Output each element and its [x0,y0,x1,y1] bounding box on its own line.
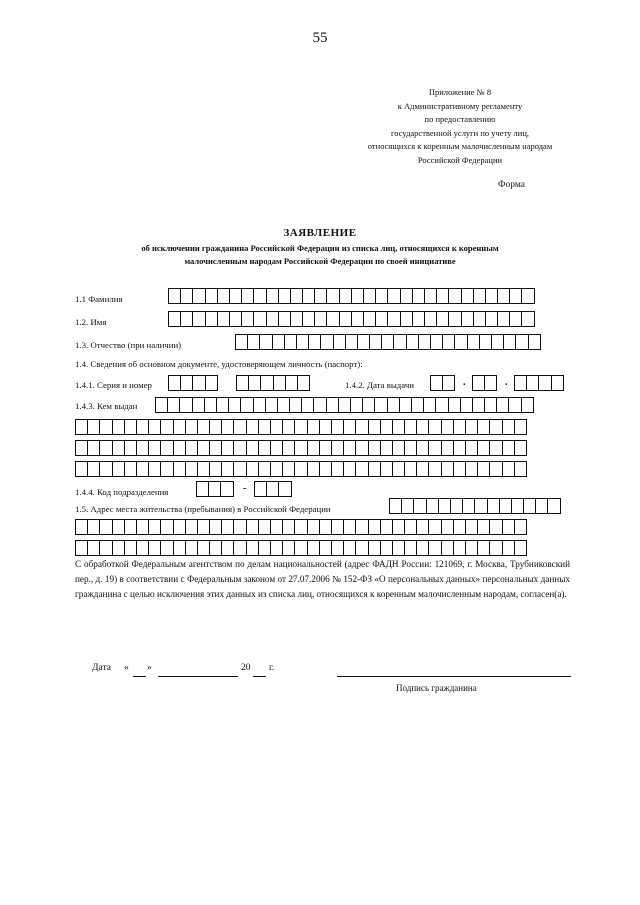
document-header-label: 1.4. Сведения об основном документе, удостоверяющем личность (паспорт): [75,359,363,369]
year-line[interactable] [253,676,266,677]
char-cell[interactable] [205,375,218,391]
issue-year-cells[interactable] [514,375,564,391]
char-cell[interactable] [484,375,497,391]
annex-line: Российской Федерации [417,154,503,165]
char-cell[interactable] [547,498,560,514]
patronymic-cells[interactable] [235,334,541,350]
form-label: Форма [498,180,526,190]
annex-line: Приложение № 8 [428,87,492,97]
page-number: 55 [312,30,328,46]
year-prefix: 20 [241,663,251,673]
address-label: 1.5. Адрес места жительства (пребывания) в Российской Федерации [75,504,331,514]
annex-line: по предоставлению [424,114,496,125]
char-cell[interactable] [521,311,534,327]
signature-label: Подпись гражданина [396,683,477,693]
char-cell[interactable] [514,419,527,435]
issue-date-label: 1.4.2. Дата выдачи [345,380,414,390]
char-cell[interactable] [521,288,534,304]
issue-month-cells[interactable] [472,375,497,391]
code-dash: - [243,483,247,494]
division-code-cells-1[interactable] [196,481,234,497]
char-cell[interactable] [442,375,455,391]
surname-cells[interactable] [168,288,535,304]
issued-by-row-3[interactable] [75,440,527,456]
day-line[interactable] [133,676,146,677]
address-row-2[interactable] [75,519,527,535]
annex-line: государственной услуги по учету лиц, [390,127,530,138]
date-dot-1: . [463,377,466,388]
char-cell[interactable] [514,440,527,456]
year-suffix: г. [269,663,275,673]
annex-block [330,86,590,168]
patronymic-label: 1.3. Отчество (при наличии) [75,340,182,350]
division-code-cells-2[interactable] [254,481,292,497]
char-cell[interactable] [514,461,527,477]
char-cell[interactable] [514,519,527,535]
month-line[interactable] [158,676,238,677]
division-code-label: 1.4.4. Код подразделения [75,487,169,497]
name-cells[interactable] [168,311,535,327]
signature-line[interactable] [337,676,571,677]
close-quote: » [147,663,152,673]
subtitle-line: малочисленным народам Российской Федерации по своей инициативе [184,256,456,266]
issued-by-cells[interactable] [155,397,534,413]
issued-by-row-2[interactable] [75,419,527,435]
name-label: 1.2. Имя [75,317,107,327]
subtitle-line: об исключении гражданина Российской Федерации из списка лиц, относящихся к коренным [141,243,499,253]
char-cell[interactable] [220,481,233,497]
date-label: Дата [92,663,111,673]
issued-by-row-4[interactable] [75,461,527,477]
char-cell[interactable] [278,481,291,497]
consent-text: С обработкой Федеральным агентством по делам национальностей (адрес ФАДН России: 121069, г. Москва, Трубниковский пер., д. 19) в соответствии с Федеральным законом от 27.07.2006 № 152-ФЗ «О персональных данных» персональных данных гражданина с целью исключения этих данных из списка лиц, относящихся к коренным малочисленным народам, согласен(а). [75,559,570,599]
open-quote: « [124,663,129,673]
char-cell[interactable] [514,540,527,556]
annex-line: к Административному регламенту [397,100,523,111]
number-cells[interactable] [236,375,310,391]
char-cell[interactable] [297,375,310,391]
annex-line: относящихся к коренным малочисленным народам [367,141,553,152]
document-subtitle [70,242,570,268]
document-title: ЗАЯВЛЕНИЕ [283,227,357,239]
series-number-label: 1.4.1. Серия и номер [75,380,152,390]
address-cells[interactable] [389,498,561,514]
char-cell[interactable] [551,375,564,391]
surname-label: 1.1 Фамилия [75,294,123,304]
series-cells[interactable] [168,375,218,391]
date-dot-2: . [505,377,508,388]
address-row-3[interactable] [75,540,527,556]
issue-day-cells[interactable] [430,375,455,391]
issued-by-label: 1.4.3. Кем выдан [75,401,138,411]
char-cell[interactable] [528,334,541,350]
char-cell[interactable] [521,397,534,413]
